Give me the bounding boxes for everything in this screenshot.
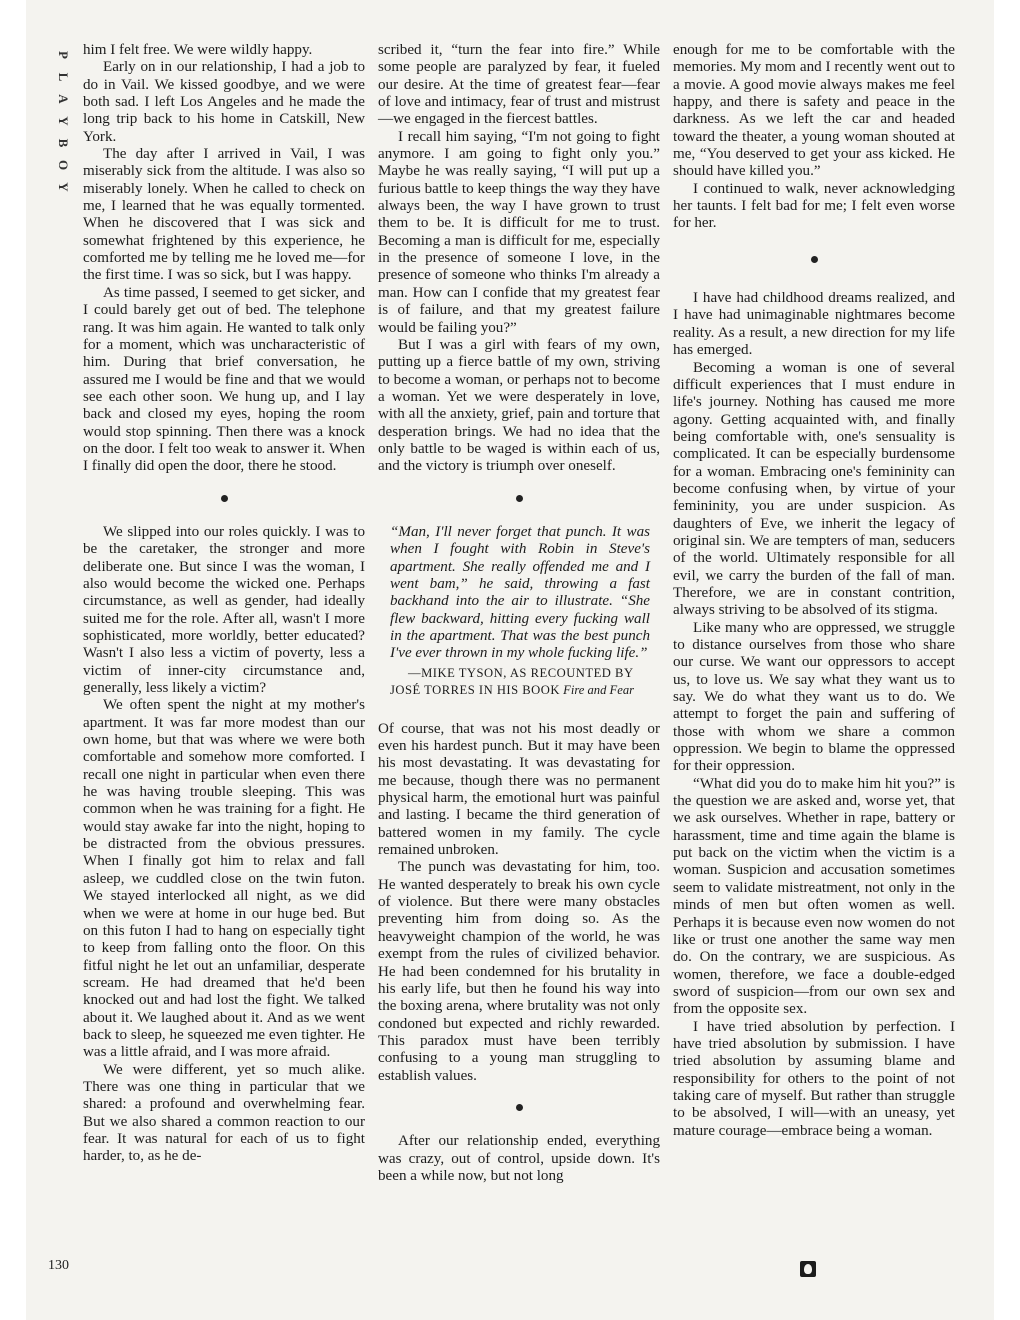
- playboy-bunny-icon: [800, 1261, 816, 1277]
- pull-quote: “Man, I'll never forget that punch. It was when I fought with Robin in Steve's apartment. She really offended me and I went bam,” he said, throwing a fast backhand into the air to illustrate. “She flew backward, hitting every fucking wall in the apartment. That was the best punch I've ever thrown in my whole fucking life.”: [390, 523, 650, 662]
- section-break: [673, 251, 955, 268]
- bullet-dot-icon: [516, 1104, 523, 1111]
- paragraph: But I was a girl with fears of my own, putting up a fierce battle of my own, striving to become a woman, or perhaps not to become a woman. Yet we were desperately in love, with all the anxiety, grief, pain and torture that desperation brings. We had no idea that the only battle to be waged is within each of us, and the victory is triumph over oneself.: [378, 336, 660, 475]
- paragraph: scribed it, “turn the fear into fire.” While some people are paralyzed by fear, it fueled our desire. At the time of greatest fear—fear of love and intimacy, fear of trust and mistrust—we engaged in the fiercest battles.: [378, 42, 660, 128]
- paragraph: enough for me to be comfortable with the memories. My mom and I recently went out to a movie. A good movie always makes me feel happy, and there is safety and peace in the darkness. As we left the car and headed toward the theater, a young woman shouted at me, “You deserved to get your ass kicked. He should have killed you.”: [673, 42, 955, 180]
- paragraph: I have tried absolution by perfection. I have tried absolution by submission. I have tried absolution by assuming blame and responsibility for others to the point of not taking care of myself. But rather than struggle to be absolved, I will—with an uneasy, yet mature courage—embrace being a woman.: [673, 1018, 955, 1139]
- masthead-letter: O: [56, 159, 71, 171]
- article-column-1: [83, 42, 365, 1166]
- masthead-letter: Y: [56, 182, 71, 192]
- credit-text: JOSÉ TORRES IN HIS BOOK: [390, 682, 560, 697]
- paragraph: Of course, that was not his most deadly or even his hardest punch. But it may have been his most devastating. It was devastating for me because, though there was no permanent physical harm, the emotional hurt was painful and lasting. I became the third generation of battered women in my family. The cycle remained unbroken.: [378, 720, 660, 859]
- masthead-letter: P: [56, 51, 71, 59]
- paragraph: We often spent the night at my mother's apartment. It was far more modest than our own home, but that was where we were both comfortable and somehow more comforted. I recall one night in particular when even there he was having trouble sleeping. This was common when he was training for a fight. He would stay awake far into the night, hoping to be distracted from the obvious pressures. When I finally got him to relax and fall asleep, we cuddled close on the twin futon. We stayed interlocked all night, as we did when we were at home in our huge bed. But on this futon I had to hang on especially tight to keep from falling onto the floor. On this fitful night he let out an unfamiliar, desperate scream. He had dreamed that he'd been knocked out and had lost the fight. We talked about it. We laughed about it. And as we went back to sleep, he squeezed me even tighter. He was a little afraid, and I was more afraid.: [83, 697, 365, 1061]
- section-break: [378, 490, 660, 507]
- paragraph: As time passed, I seemed to get sicker, and I could barely get out of bed. The telephone rang. It was him again. He wanted to talk only for a moment, which was uncharacteristic of him. During that brief conversation, he assured me I would be fine and that we would see each other soon. We hung up, and I lay back and closed my eyes, hoping the room would stop spinning. Then there was a knock on the door. I felt too weak to answer it. When I finally did open the door, there he stood.: [83, 284, 365, 475]
- paragraph: I continued to walk, never acknowledging her taunts. I felt bad for me; I felt even worse for her.: [673, 180, 955, 232]
- masthead-vertical: [55, 44, 71, 198]
- paragraph: Like many who are oppressed, we struggle to distance ourselves from those who share our curse. We want our oppressors to accept us, to love us. We say what they want us to say. We do what they want us to do. We attempt to forget the pain and suffering of those with whom we share a common oppression. We begin to blame the oppressed for their oppression.: [673, 619, 955, 775]
- paragraph: The punch was devastating for him, too. He wanted desperately to break his own cycle of violence. But there were many obstacles preventing him from doing so. As the heavyweight champion of the world, he was exempt from the rules of civilized behavior. He had been condemned for his brutality in his early life, but then he found his way into the boxing arena, where brutality was not only condoned but expected and richly rewarded. This paradox must have been terribly confusing to a young man struggling to establish values.: [378, 859, 660, 1084]
- masthead-letter: A: [56, 94, 71, 104]
- masthead-letter: L: [56, 72, 71, 82]
- credit-line: —MIKE TYSON, AS RECOUNTED BY: [408, 665, 634, 680]
- paragraph: I recall him saying, “I'm not going to fight anymore. I am going to fight only you.” Maybe he was really saying, “I will put up a furious battle to keep things the way they have always been, the way I have grown to trust them to be. It is difficult for me to trust. Becoming a man is difficult for me, especially in the presence of someone I love, in the presence of someone who thinks I'm already a man. How can I confide that my greatest fear is of failure, and that my greatest failure would be failing you?”: [378, 128, 660, 336]
- paragraph: We were different, yet so much alike. There was one thing in particular that we shared: a profound and overwhelming fear. But we also shared a common reaction to our fear. It was natural for each of us to fight harder, to, as he de-: [83, 1061, 365, 1165]
- quote-credit: [390, 665, 650, 699]
- bullet-dot-icon: [516, 495, 523, 502]
- paragraph: Becoming a woman is one of several difficult experiences that I must endure in life's journey. Nothing has caused me more agony. Getting acquainted with, and finally being comfortable with, one's sensuality is complicated. It can be especially burdensome for a woman. Embracing one's femininity can become confusing when, by virtue of your femininity, you are under suspicion. As daughters of Eve, we inherit the legacy of original sin. We are tempters of man, seducers of the world. Ultimately responsible for all evil, we carry the burden of the fall of man. Therefore, we are in constant contrition, always striving to be absolved of its stigma.: [673, 359, 955, 619]
- section-break: [378, 1099, 660, 1116]
- section-break: [83, 490, 365, 507]
- magazine-page: [26, 0, 994, 1320]
- paragraph: “What did you do to make him hit you?” is the question we are asked and, worse yet, that we ask ourselves. Whether in rape, battery or harassment, time and time again the blame is put back on the victim when the victim is a woman. Suspicion and accusation sometimes seem to validate mistreatment, not only in the minds of men but often women as well. Perhaps it is because even now women do not like or trust one another the same way men do. On the contrary, we are suspicious. As women, therefore, we face a double-edged sword of suspicion—from our own sex and from the opposite sex.: [673, 775, 955, 1018]
- paragraph: him I felt free. We were wildly happy.: [83, 42, 313, 58]
- paragraph: We slipped into our roles quickly. I was to be the caretaker, the stronger and more deliberate one. But since I was the woman, I also would become the wicked one. Perhaps circumstance, as well as gender, had ideally suited me for the role. After all, wasn't I more sophisticated, more worldly, better educated? Wasn't I also less a victim of poverty, less a victim of inner-city circumstance and, generally, less likely a victim?: [83, 523, 365, 697]
- article-column-3: [673, 42, 955, 1140]
- paragraph: After our relationship ended, everything was crazy, out of control, upside down. It's been a while now, but not long: [378, 1133, 660, 1184]
- book-title: Fire and Fear: [563, 682, 635, 697]
- bullet-dot-icon: [811, 256, 818, 263]
- page-number: 130: [48, 1258, 69, 1273]
- paragraph: I have had childhood dreams realized, and I have had unimaginable nightmares become reality. As a result, a new direction for my life has emerged.: [673, 290, 955, 359]
- bullet-dot-icon: [221, 495, 228, 502]
- paragraph: The day after I arrived in Vail, I was miserably sick from the altitude. I was also so miserably lonely. When he called to check on me, I learned that he was equally tormented. When he discovered that I was sick and somewhat frightened by this experience, he comforted me by telling me he loved me—for the first time. I was so sick, but I was happy.: [83, 146, 365, 284]
- masthead-letter: Y: [56, 116, 71, 126]
- article-column-2: [378, 42, 660, 1185]
- credit-line: [390, 682, 650, 699]
- paragraph: Early on in our relationship, I had a job to do in Vail. We kissed goodbye, and we were both sad. I left Los Angeles and he made the long trip back to his home in Catskill, New York.: [83, 59, 365, 145]
- masthead-letter: B: [56, 138, 71, 148]
